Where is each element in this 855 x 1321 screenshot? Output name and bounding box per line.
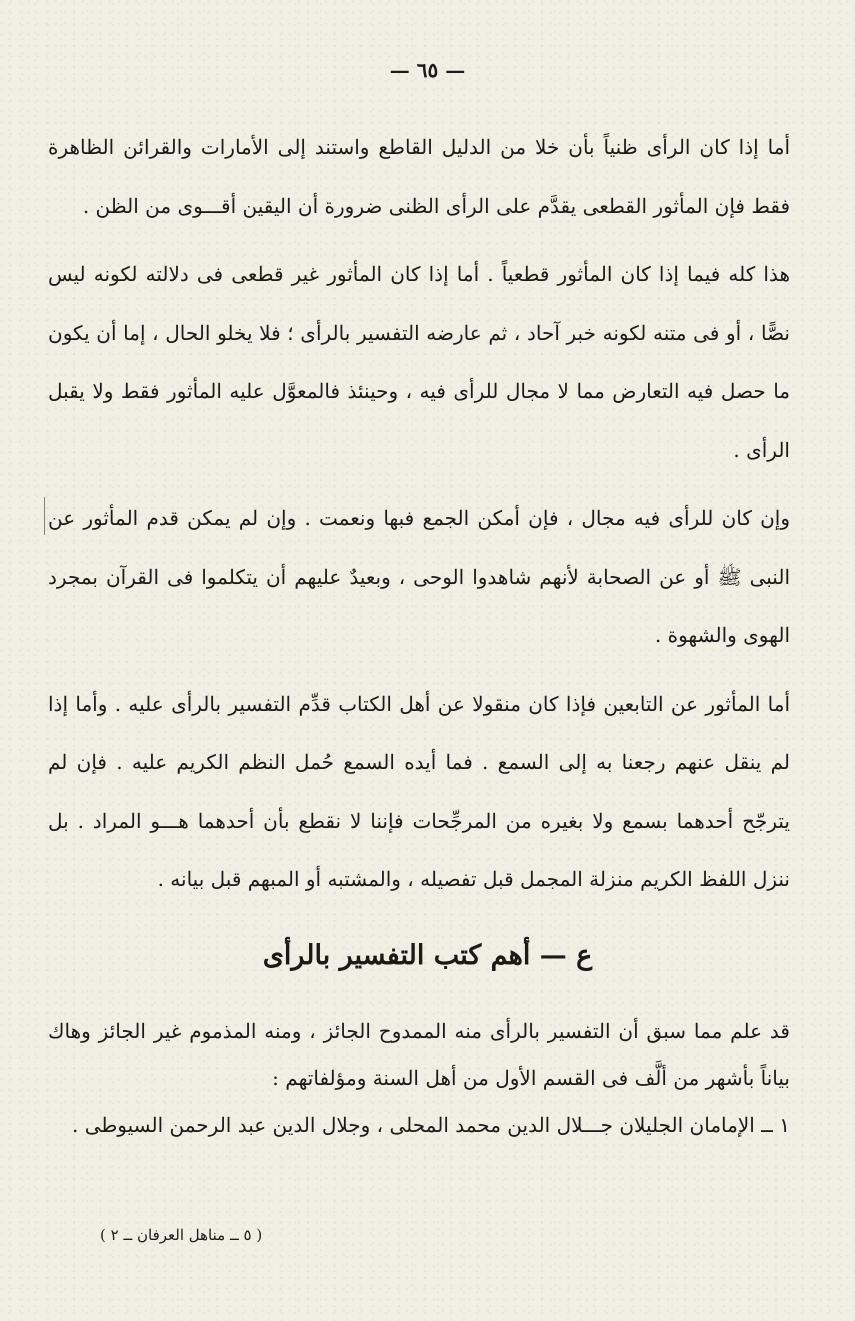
list-item: ١ ــ الإمامان الجليلان جـــلال الدين محمد المحلى ، وجلال الدين عبد الرحمن السيوطى . <box>71 1113 790 1137</box>
section-heading: ع — أهم كتب التفسير بالرأى <box>262 940 593 971</box>
section-text <box>48 1008 790 1149</box>
page-number: — ٦٥ — <box>389 58 466 82</box>
paragraph: وإن كان للرأى فيه مجال ، فإن أمكن الجمع فبها ونعمت . وإن لم يمكن قدم المأثور عن النبى ﷺ أو عن الصحابة لأنهم شاهدوا الوحى ، وبعيدٌ عليهم أن يتكلموا فى القرآن بمجرد الهوى والشهوة . <box>48 506 790 647</box>
footer-reference: ( ٥ ــ مناهل العرفان ــ ٢ ) <box>100 1226 263 1244</box>
main-text <box>48 118 790 909</box>
paragraph: أما إذا كان الرأى ظنياً بأن خلا من الدليل القاطع واستند إلى الأمارات والقرائن الظاهرة فقط فإن المأثور القطعى يقدَّم على الرأى الظنى ضرورة أن اليقين أقـــوى من الظن . <box>48 135 790 218</box>
margin-mark <box>44 497 45 535</box>
paragraph: قد علم مما سبق أن التفسير بالرأى منه الممدوح الجائز ، ومنه المذموم غير الجائز وهاك بياناً بأشهر من ألَّف فى القسم الأول من أهل السنة ومؤلفاتهم : <box>48 1019 790 1090</box>
paragraph: أما المأثور عن التابعين فإذا كان منقولا عن أهل الكتاب قدِّم التفسير بالرأى عليه . وأما إذا لم ينقل عنهم رجعنا به إلى السمع . فما أيده السمع حُمل النظم الكريم عليه . فإن لم يترجّح أحدهما بسمع ولا بغيره من المرجِّحات فإننا لا نقطع بأن أحدهما هـــو المراد . بل ننزل اللفظ الكريم منزلة المجمل قبل تفصيله ، والمشتبه أو المبهم قبل بيانه . <box>48 691 790 891</box>
paragraph: هذا كله فيما إذا كان المأثور قطعياً . أما إذا كان المأثور غير قطعى فى دلالته لكونه ليس نصًّا ، أو فى متنه لكونه خبر آحاد ، ثم عارضه التفسير بالرأى ؛ فلا يخلو الحال ، إما أن يكون ما حصل فيه التعارض مما لا مجال للرأى فيه ، وحينئذ فالمعوَّل عليه المأثور فقط ولا يقبل الرأى . <box>48 262 790 462</box>
